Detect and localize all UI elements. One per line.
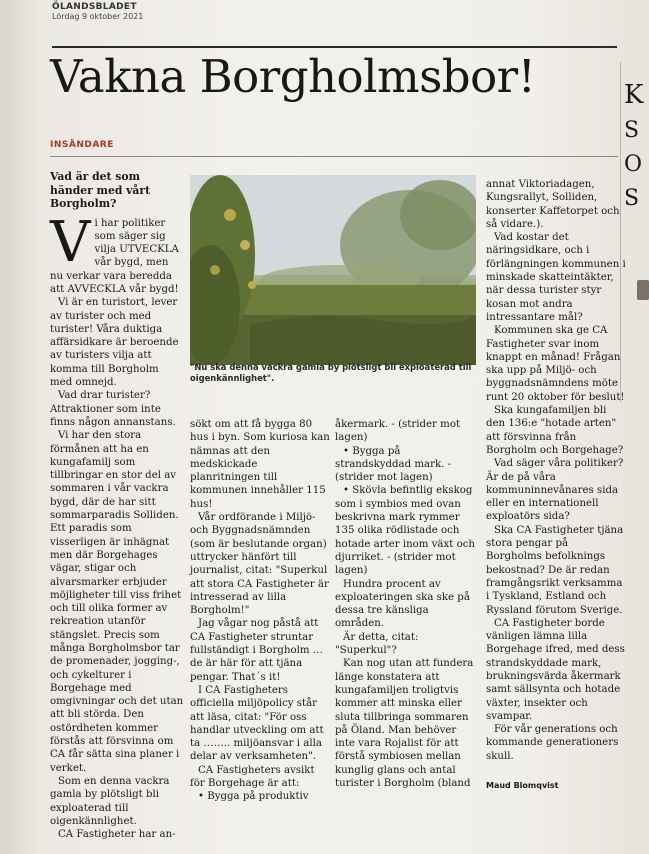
section-label: INSÄNDARE <box>50 140 114 150</box>
paragraph: annat Viktoriadagen, Kungsrallyt, Solliden, konserter Kaffetorpet och så vidare.). <box>486 179 620 230</box>
paragraph: Ska kungafamiljen bli den 136:e "hotade arten" att försvinna från Borgholm och Borgehage? <box>486 405 624 456</box>
top-rule <box>52 46 617 48</box>
paragraph: CA Fastigheters avsikt för Borgehage är att: <box>190 764 315 790</box>
paragraph: Hundra procent av exploateringen ska ske på dessa tre känsliga områden. <box>335 578 470 630</box>
adjacent-photo <box>637 280 649 300</box>
paragraph: Är detta, citat: "Superkul"? <box>335 631 419 657</box>
article-column-4 <box>486 178 626 792</box>
article-column-1 <box>50 170 184 841</box>
paragraph: Ska CA Fastigheter tjäna stora pengar på Borgholms befolknings bekostnad? De är redan framgångsrikt verksamma i Tyskland, Estland och Ryssland förutom Sverige. <box>486 524 624 616</box>
adjacent-headline-letter: S <box>624 186 640 211</box>
landscape-photo <box>190 175 476 365</box>
photo-caption: "Nu ska denna vackra gamla by plötsligt bli exploaterad till oigenkännlighet". <box>190 362 472 383</box>
adjacent-headline-letter: K <box>624 80 644 110</box>
drop-cap: V <box>50 209 91 275</box>
adjacent-headline-letter: O <box>624 152 643 177</box>
section-rule <box>50 156 618 157</box>
paragraph: Vår ordförande i Miljö- och Byggnadsnämnden (som är beslutande organ) uttrycker hänfört till journalist, citat: "Superkul att stora CA Fastigheter är intresserad av lilla Borgholm!" <box>190 512 329 617</box>
paragraph: Vi har den stora förmånen att ha en kungafamilj som tillbringar en stor del av sommaren i vår vackra bygd, där de har sitt sommarparadis Solliden. Ett paradis som visserligen är inhägnat men där Borgehages vägar, stigar och alvarsmarker erbjuder möjligheter till viss frihet och till olika former av rekreation utanför stängslet. Precis som många Borgholmsbor tar de promenader, jogging-, och cykelturer i Borgehage med omgivningar och det utan att bli störda. Den ostördheten kommer förstås att försvinna om CA får sätta sina planer i verket. <box>50 430 184 774</box>
article-column-3 <box>335 418 475 790</box>
paragraph: Kan nog utan att fundera länge konstatera att kungafamiljen troligtvis kommer att minska eller sluta tillbringa sommaren på Öland. Man behöver inte vara Rojalist för att förstå symbiosen mellan kunglig glans och antal turister i Borgholm (bland <box>335 658 474 790</box>
first-paragraph <box>50 209 184 297</box>
paragraph: åkermark. - (strider mot lagen) <box>335 419 461 444</box>
paragraph: I CA Fastigheters officiella miljöpolicy står att läsa, citat: "För oss handlar utveckling om att ta …….. miljöansvar i alla delar av verksamheten". <box>190 684 324 763</box>
bullet-item: • Bygga på strandskyddad mark. - (strider mot lagen) <box>335 445 452 484</box>
lead-question: Vad är det som händer med vårt Borgholm? <box>50 170 151 210</box>
paragraph-text: i har politiker som säger sig vilja UTVECKLA vår bygd, men nu verkar vara beredda att AVVECKLA vår bygd! <box>50 217 179 295</box>
masthead <box>52 3 143 22</box>
bullet-item: • Skövla befintlig ekskog som i symbios med ovan beskrivna mark rymmer 135 olika rödlistade och hotade arter inom växt och djurriket. - (strider mot lagen) <box>335 485 475 577</box>
paragraph: Vi är en turistort, lever av turister och med turister! Våra duktiga affärsidkare är beroende av turisters vilja att komma till Borgholm med omnejd. <box>50 297 179 389</box>
photo-illustration <box>190 175 476 365</box>
paragraph: CA Fastigheter borde vänligen lämna lilla Borgehage ifred, med dess strandskyddade mark, brukningsvärda åkermark samt sällsynta och hotade växter, insekter och svampar. <box>486 617 625 722</box>
publication-name: ÖLANDSBLADET <box>52 2 137 12</box>
paragraph: Kommunen ska ge CA Fastigheter svar inom knappt en månad! Frågan ska upp på Miljö- och byggnadsnämndens möte runt 20 oktober för beslut! <box>486 325 625 403</box>
paragraph: Vad kostar det näringsidkare, och i förlängningen kommunen i minskade skatteintäkter, när dessa turister styr kosan mot andra intressantare mål? <box>486 232 626 323</box>
publication-date: Lördag 9 oktober 2021 <box>52 11 144 21</box>
paragraph: Jag vågar nog påstå att CA Fastigheter struntar fullständigt i Borgholm … de är här för att tjäna pengar. That´s it! <box>190 618 323 683</box>
paragraph: Som en denna vackra gamla by plötsligt bli exploaterad till oigenkännlighet. <box>50 775 170 827</box>
bullet-item: • Bygga på produktiv <box>198 791 309 803</box>
paragraph: CA Fastigheter har an- <box>58 829 176 841</box>
headline: Vakna Borgholmsbor! <box>50 50 536 103</box>
paragraph: Vad säger våra politiker? Är de på våra kommuninnevånares sida eller en internationell exploatörs sida? <box>486 458 624 523</box>
article-column-2 <box>190 418 330 804</box>
adjacent-headline-letter: S <box>624 118 640 143</box>
paragraph: Vad drar turister? Attraktioner som inte finns någon annanstans. <box>50 390 176 428</box>
author-signature: Maud Blomqvist <box>486 781 559 791</box>
paragraph: För vår generations och kommande generationers skull. <box>486 724 619 762</box>
paragraph: sökt om att få bygga 80 hus i byn. Som kuriosa kan nämnas att den medskickade planritningen till kommunen innehåller 115 hus! <box>190 419 330 510</box>
